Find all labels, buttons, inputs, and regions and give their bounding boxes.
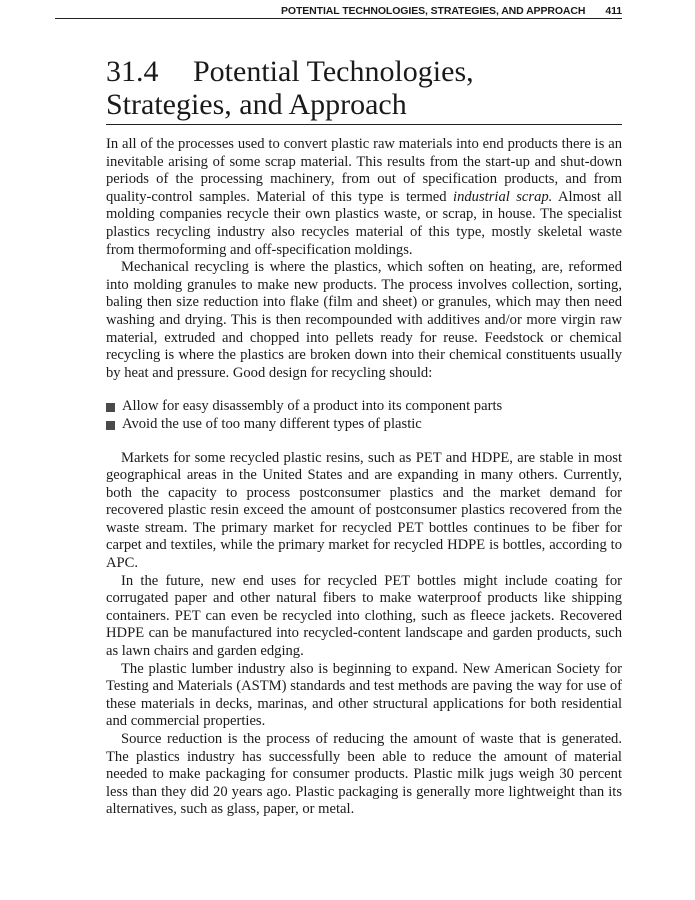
paragraph-source-reduction: Source reduction is the process of reducing the amount of waste that is generated. The plastics industry has successfully been able to reduce the amount of material needed to make packaging for consumer products. Plastic milk jugs weigh 30 percent less than they did 20 years ago. Plastic packaging is generally more lightweight than its alternatives, such as glass, paper, or metal. bbox=[106, 731, 622, 818]
paragraph-scrap-text-a: In all of the processes used to convert plastic raw materials into end products there is an inevitable arising of some scrap material. This results from the start-up and shut-down periods of the processing machinery, from out of specification products, and from quality-control samples. Material of this type is termed bbox=[106, 136, 622, 205]
paragraph-mechanical-recycling: Mechanical recycling is where the plastics, which soften on heating, are, reformed into molding granules to make new products. The process involves collection, sorting, baling then size reduction into flake (film and sheet) or granules, which may then need washing and drying. This is then recompounded with additives and/or more virgin raw material, extruded and chopped into pellets ready for reuse. Feedstock or chemical recycling is where the plastics are broken down into their chemical constituents usually by heat and pressure. Good design for recycling should: bbox=[106, 259, 622, 381]
running-head bbox=[55, 5, 622, 19]
design-guidelines-list bbox=[106, 398, 622, 433]
square-bullet-icon bbox=[106, 421, 115, 430]
list-item-text: Allow for easy disassembly of a product into its component parts bbox=[122, 398, 503, 415]
section-title-line-2: Strategies, and Approach bbox=[106, 88, 407, 121]
page-number: 411 bbox=[605, 5, 622, 17]
square-bullet-icon bbox=[106, 403, 115, 412]
paragraph-plastic-lumber: The plastic lumber industry also is beginning to expand. New American Society for Testing and Materials (ASTM) standards and test methods are paving the way for use of these materials in decks, marinas, and other structural applications for both residential and commercial properties. bbox=[106, 660, 622, 730]
body-text bbox=[106, 136, 622, 819]
paragraph-markets: Markets for some recycled plastic resins, such as PET and HDPE, are stable in most geographical areas in the United States and are expanding in many others. Currently, both the capacity to process postconsumer plastics and the market demand for recovered plastic resin exceed the amount of postconsumer plastics recovered from the waste stream. The primary market for recycled PET bottles continues to be fiber for carpet and textiles, while the primary market for recycled HDPE is bottles, according to APC. bbox=[106, 449, 622, 572]
paragraph-scrap bbox=[106, 136, 622, 259]
list-item-text: Avoid the use of too many different types of plastic bbox=[122, 415, 422, 432]
list-item bbox=[106, 398, 622, 416]
paragraph-scrap-text-b: Almost all molding companies recycle their own plastics waste, or scrap, in house. The specialist plastics recycling industry also recycles material of this type, mostly skeletal waste from thermoforming and off-specification moldings. bbox=[106, 188, 622, 258]
running-head-title: POTENTIAL TECHNOLOGIES, STRATEGIES, AND APPROACH bbox=[280, 5, 586, 17]
section-title-line-1: Potential Technologies, bbox=[193, 55, 474, 88]
section-heading bbox=[106, 55, 622, 125]
section-number: 31.4 bbox=[106, 55, 159, 88]
paragraph-future-uses: In the future, new end uses for recycled PET bottles might include coating for corrugated paper and other natural fibers to make waterproof products like shipping containers. PET can even be recycled into clothing, such as fleece jackets. Recovered HDPE can be manufactured into recycled-content landscape and garden products, such as lawn chairs and garden edging. bbox=[106, 572, 622, 660]
industrial-scrap-term: industrial scrap. bbox=[453, 188, 553, 205]
list-item bbox=[106, 416, 622, 434]
